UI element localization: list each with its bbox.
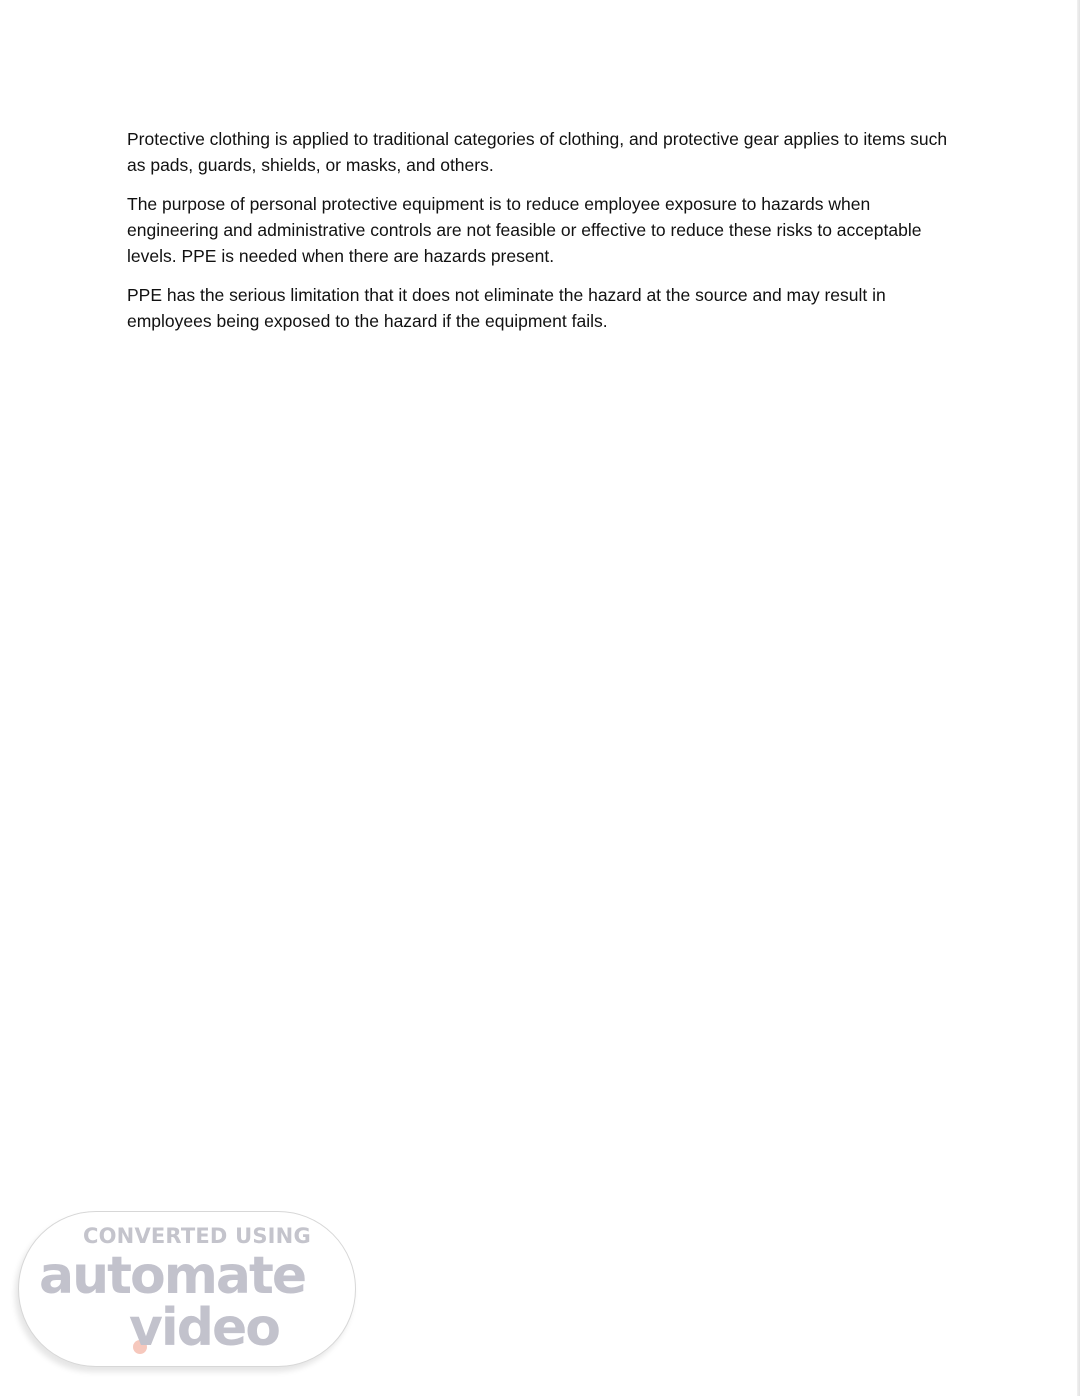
paragraph-ppe-purpose: The purpose of personal protective equipment is to reduce employee exposure to hazards when engineering and administrative controls are not feasible or effective to reduce these risks to acceptable levels. PPE is needed when there are hazards present.	[127, 194, 922, 266]
paragraph-protective-clothing: Protective clothing is applied to traditional categories of clothing, and protective gear applies to items such as pads, guards, shields, or masks, and others.	[127, 129, 948, 175]
watermark-extension: video	[129, 1298, 279, 1358]
document-body	[127, 126, 957, 347]
converter-watermark-badge	[18, 1211, 356, 1367]
paragraph-ppe-limitation: PPE has the serious limitation that it does not eliminate the hazard at the source and may result in employees being exposed to the hazard if the equipment fails.	[127, 285, 886, 331]
watermark-brand: automate	[39, 1246, 306, 1306]
watermark-caption: CONVERTED USING	[83, 1224, 311, 1248]
